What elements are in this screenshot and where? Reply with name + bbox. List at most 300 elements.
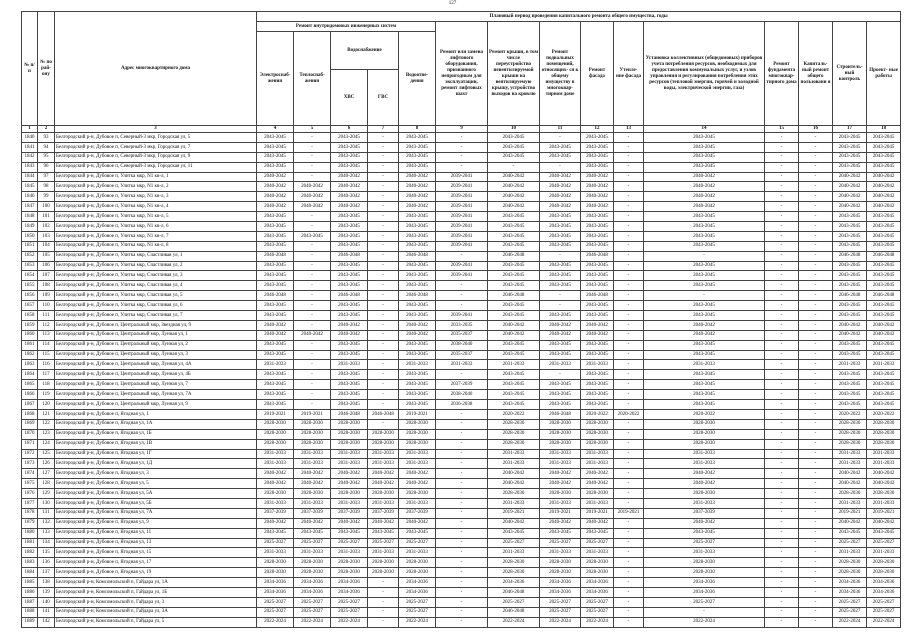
period-cell: - [294,281,331,291]
period-cell: 2046-2048 [833,291,867,301]
period-cell: 2040-2042 [294,469,331,479]
column-number: 7 [368,126,399,133]
period-cell: - [368,380,399,390]
rayon-number-cell: 141 [38,607,55,617]
period-cell: - [294,400,331,410]
period-cell: - [436,489,488,499]
address-cell: Белгородский р-н, Дубовое п, Ягодная ул, 5 [55,479,257,489]
period-cell: 2025-2027 [833,538,867,548]
table-row [22,291,901,301]
period-cell: 2034-2036 [294,587,331,597]
period-cell: 2020-2022 [614,409,644,419]
period-cell: - [799,548,833,558]
period-cell: - [765,192,799,202]
table-row [22,508,901,518]
period-cell: 2043-2045 [257,261,294,271]
table-row [22,162,901,172]
col-facade-header: Ремонт фасада [581,22,614,126]
period-cell: - [294,350,331,360]
period-cell: - [765,568,799,578]
period-cell: 2040-2042 [331,469,368,479]
period-cell: - [765,241,799,251]
period-cell: 2043-2045 [644,380,765,390]
period-cell: - [368,617,399,627]
period-cell: - [294,162,331,172]
period-cell: 2043-2045 [257,142,294,152]
address-cell: Белгородский р-н, Дубовое п, Ягодная ул, 1В [55,439,257,449]
period-cell: 2040-2042 [488,320,540,330]
rayon-number-cell: 122 [38,419,55,429]
period-cell: - [436,419,488,429]
table-row [22,350,901,360]
period-cell: 2040-2042 [368,479,399,489]
period-cell: 2040-2042 [833,182,867,192]
rayon-number-cell: 118 [38,380,55,390]
row-number-cell: 1844 [22,172,38,182]
row-number-cell: 1865 [22,380,38,390]
period-cell: 2019-2021 [540,508,581,518]
period-cell: 2043-2045 [867,261,901,271]
period-cell: - [765,419,799,429]
period-cell: 2031-2033 [488,459,540,469]
period-cell: 2043-2045 [581,350,614,360]
period-cell: 2025-2027 [294,538,331,548]
period-cell: 2043-2045 [331,340,368,350]
period-cell: - [614,489,644,499]
period-cell: 2031-2033 [581,449,614,459]
period-cell: 2028-2030 [294,489,331,499]
period-cell: 2028-2030 [833,439,867,449]
period-cell: - [614,449,644,459]
period-cell: 2037-2039 [368,508,399,518]
table-header [22,12,901,133]
col-electro-header: Электроснаб- жения [257,32,294,126]
period-cell: 2040-2042 [540,182,581,192]
period-cell: 2043-2045 [581,400,614,410]
period-cell: - [799,350,833,360]
period-cell: - [368,261,399,271]
period-cell: - [799,231,833,241]
period-cell: 2034-2036 [581,578,614,588]
period-cell: 2043-2045 [540,528,581,538]
period-cell: - [614,597,644,607]
period-cell: 2028-2030 [540,419,581,429]
period-cell: 2040-2042 [867,479,901,489]
table-row [22,419,901,429]
period-cell: 2031-2033 [833,498,867,508]
period-cell: - [614,241,644,251]
table-row [22,400,901,410]
period-cell: 2043-2045 [581,261,614,271]
period-cell: - [799,597,833,607]
period-cell: 2022-2024 [644,617,765,627]
period-cell: 2025-2027 [540,607,581,617]
table-row [22,528,901,538]
period-cell: 2028-2030 [331,419,368,429]
period-cell: - [765,498,799,508]
period-cell: - [436,429,488,439]
period-cell: 2025-2027 [540,597,581,607]
period-cell: 2043-2045 [257,271,294,281]
period-cell: 2043-2045 [581,152,614,162]
period-cell: 2031-2033 [488,360,540,370]
period-cell: 2043-2045 [488,370,540,380]
row-number-cell: 1874 [22,469,38,479]
address-cell: Белгородский р-н, Дубовое п, Ягодная ул, 9 [55,518,257,528]
period-cell: - [294,291,331,301]
period-cell: 2043-2045 [581,301,614,311]
period-cell: - [765,607,799,617]
period-cell: - [799,587,833,597]
period-cell: 2031-2033 [581,498,614,508]
period-cell: 2037-2039 [644,508,765,518]
period-cell: - [765,400,799,410]
period-cell: 2031-2033 [540,459,581,469]
column-number: 15 [765,126,799,133]
period-cell: 2043-2045 [399,311,436,321]
period-cell: 2043-2045 [399,222,436,232]
period-cell: 2040-2042 [540,320,581,330]
row-number-cell: 1881 [22,538,38,548]
period-cell: - [436,538,488,548]
period-cell: 2031-2033 [399,459,436,469]
rayon-number-cell: 109 [38,291,55,301]
period-cell: 2040-2042 [867,182,901,192]
period-cell: 2046-2048 [331,251,368,261]
period-cell: 2034-2036 [867,578,901,588]
period-cell: 2031-2033 [644,449,765,459]
table-row [22,429,901,439]
address-cell: Белгородский р-н, Дубовое п, Северный-3 мкр, Городская ул, 11 [55,162,257,172]
rayon-number-cell: 137 [38,568,55,578]
col-capital-header: Капиталь- ный ремонт общего пользовани я [799,22,833,126]
period-cell: 2031-2033 [257,459,294,469]
rayon-number-cell: 134 [38,538,55,548]
period-cell: 2031-2033 [867,498,901,508]
period-cell: - [540,301,581,311]
period-cell: - [765,548,799,558]
period-cell: 2043-2045 [644,350,765,360]
row-number-cell: 1861 [22,340,38,350]
rayon-number-cell: 124 [38,439,55,449]
period-cell: 2031-2033 [644,548,765,558]
period-cell: 2031-2033 [331,449,368,459]
period-cell: - [436,439,488,449]
period-cell: 2040-2042 [540,202,581,212]
period-cell: - [765,320,799,330]
period-cell: 2043-2045 [540,142,581,152]
period-cell: 2040-2042 [644,172,765,182]
period-cell: 2043-2045 [867,241,901,251]
period-cell: 2031-2033 [867,449,901,459]
period-cell: - [614,350,644,360]
rayon-number-cell: 115 [38,350,55,360]
period-cell: 2043-2045 [399,390,436,400]
period-cell: 2028-2030 [257,558,294,568]
table-row [22,261,901,271]
period-cell: - [799,578,833,588]
period-cell: - [614,281,644,291]
period-cell: - [614,301,644,311]
period-cell: 2028-2030 [331,439,368,449]
period-cell: 2031-2033 [257,548,294,558]
period-cell: 2040-2042 [540,172,581,182]
rayon-number-cell: 112 [38,320,55,330]
period-cell: 2046-2048 [488,587,540,597]
period-cell: 2025-2027 [833,607,867,617]
row-number-cell: 1868 [22,409,38,419]
period-cell: 2031-2033 [257,360,294,370]
table-row [22,617,901,627]
period-cell: 2028-2030 [294,568,331,578]
period-cell: - [614,548,644,558]
table-row [22,231,901,241]
period-cell: 2031-2033 [368,459,399,469]
address-cell: Белгородский р-н, Дубовое п, Ягодная ул, 15 [55,548,257,558]
period-cell: 2043-2045 [833,241,867,251]
period-cell: 2028-2030 [867,429,901,439]
table-row [22,301,901,311]
address-cell: Белгородский р-н, Дубовое п, Улитка мкр, Счастливая ул, 7 [55,311,257,321]
period-cell: 2040-2042 [581,172,614,182]
period-cell: 2043-2045 [488,212,540,222]
period-cell: - [436,479,488,489]
period-cell: 2043-2045 [644,390,765,400]
rayon-number-cell: 99 [38,192,55,202]
col-address-header: Адрес многоквартирного дома [55,12,257,126]
period-cell: 2043-2045 [399,301,436,311]
period-cell: - [368,251,399,261]
period-cell: 2040-2042 [644,182,765,192]
row-number-cell: 1846 [22,192,38,202]
period-cell: 2022-2024 [294,617,331,627]
address-cell: Белгородский р-н, Дубовое п, Ягодная ул, 7А [55,508,257,518]
rayon-number-cell: 119 [38,390,55,400]
period-cell: 2043-2045 [644,152,765,162]
period-cell: 2031-2033 [399,548,436,558]
period-cell: 2040-2042 [581,479,614,489]
rayon-number-cell: 100 [38,202,55,212]
table-row [22,212,901,222]
period-cell: 2043-2045 [644,271,765,281]
period-cell: 2043-2045 [833,528,867,538]
period-cell: - [614,192,644,202]
period-cell: - [368,231,399,241]
period-cell: 2033-2035 [436,320,488,330]
period-cell: - [799,192,833,202]
period-cell: - [799,152,833,162]
period-cell: 2040-2042 [833,330,867,340]
period-cell: 2028-2030 [257,439,294,449]
period-cell: 2043-2045 [833,311,867,321]
period-cell: 2040-2042 [399,479,436,489]
period-cell: 2043-2045 [581,231,614,241]
period-cell: - [436,548,488,558]
period-cell: - [368,350,399,360]
period-cell: - [799,498,833,508]
period-cell: 2025-2027 [488,538,540,548]
period-cell: 2046-2048 [488,251,540,261]
period-cell: 2043-2045 [488,400,540,410]
period-cell: - [294,142,331,152]
row-number-cell: 1887 [22,597,38,607]
table-row [22,597,901,607]
period-cell: - [368,152,399,162]
column-number: 18 [867,126,901,133]
period-cell: 2043-2045 [257,390,294,400]
period-cell: 2034-2036 [867,587,901,597]
address-cell: Белгородский р-н, Дубовое п, Улитка мкр, N1 кв-л, 2 [55,182,257,192]
period-cell: - [368,192,399,202]
period-cell: 2039-2041 [436,271,488,281]
rayon-number-cell: 127 [38,469,55,479]
period-cell: 2046-2048 [399,251,436,261]
period-cell: 2040-2042 [833,518,867,528]
period-cell: 2043-2045 [488,390,540,400]
period-cell: - [294,380,331,390]
column-number: 14 [644,126,765,133]
period-cell: - [765,390,799,400]
period-cell: - [368,360,399,370]
row-number-cell: 1879 [22,518,38,528]
period-cell: - [765,469,799,479]
period-cell: 2043-2045 [399,241,436,251]
period-cell: 2022-2024 [581,617,614,627]
period-cell: - [436,459,488,469]
period-cell: - [765,459,799,469]
row-number-cell: 1878 [22,508,38,518]
period-cell: 2046-2048 [368,409,399,419]
period-cell: 2028-2030 [867,558,901,568]
period-cell: - [368,330,399,340]
period-cell: 2025-2027 [540,538,581,548]
period-cell: - [799,538,833,548]
period-cell: 2019-2021 [488,508,540,518]
period-cell: 2025-2027 [399,538,436,548]
period-cell: - [765,212,799,222]
period-cell: 2043-2045 [540,380,581,390]
row-number-cell: 1848 [22,212,38,222]
period-cell: - [765,251,799,261]
period-cell: 2043-2045 [540,261,581,271]
period-cell: - [614,162,644,172]
period-cell: 2043-2045 [581,528,614,538]
period-cell: 2043-2045 [399,261,436,271]
period-cell: 2019-2021 [257,409,294,419]
rayon-number-cell: 132 [38,518,55,528]
period-cell: 2043-2045 [488,261,540,271]
period-cell: 2043-2045 [867,222,901,232]
period-cell: - [368,578,399,588]
period-cell: - [436,142,488,152]
period-cell: 2043-2045 [644,301,765,311]
period-cell: 2043-2045 [331,212,368,222]
period-cell: 2043-2045 [540,231,581,241]
period-cell: - [614,311,644,321]
period-cell: - [799,360,833,370]
period-cell: 2031-2033 [581,548,614,558]
period-cell: - [436,409,488,419]
period-cell: 2040-2042 [488,518,540,528]
address-cell: Белгородский р-н, Дубовое п, Ягодная ул, 5А [55,489,257,499]
period-cell: 2019-2021 [399,409,436,419]
period-cell: - [799,261,833,271]
column-number: 16 [799,126,833,133]
row-number-cell: 1851 [22,241,38,251]
table-row [22,241,901,251]
period-cell: 2031-2033 [368,449,399,459]
period-cell: 2046-2048 [399,291,436,301]
period-cell: 2043-2045 [257,162,294,172]
period-cell: 2040-2042 [581,469,614,479]
period-cell: 2040-2042 [833,192,867,202]
period-cell: - [614,538,644,548]
period-cell: 2031-2033 [436,360,488,370]
row-number-cell: 1853 [22,261,38,271]
period-cell: 2043-2045 [540,212,581,222]
period-cell: 2040-2042 [257,330,294,340]
period-cell: 2031-2033 [488,449,540,459]
period-cell: 2037-2039 [294,508,331,518]
period-cell: - [614,528,644,538]
rayon-number-cell: 110 [38,301,55,311]
period-cell: - [368,202,399,212]
period-cell: - [368,390,399,400]
table-row [22,152,901,162]
rayon-number-cell: 95 [38,152,55,162]
period-cell: 2025-2027 [581,597,614,607]
table-row [22,281,901,291]
table-row [22,360,901,370]
table-row [22,489,901,499]
period-cell: 2019-2021 [867,508,901,518]
period-cell: - [614,142,644,152]
period-cell: 2040-2042 [331,320,368,330]
period-cell: 2040-2042 [399,320,436,330]
row-number-cell: 1854 [22,271,38,281]
column-number: 4 [257,126,294,133]
table-row [22,558,901,568]
period-cell: 2028-2030 [867,419,901,429]
period-cell: 2040-2042 [488,172,540,182]
period-cell: - [765,479,799,489]
period-cell: 2034-2036 [331,578,368,588]
period-cell: 2028-2030 [488,558,540,568]
col-roof-header: Ремонт крыши, в том числе переустройство невентилируемой крыши на вентилируемую крышу, устройство выходов на кровлю [488,22,540,126]
address-cell: Белгородский р-н, Дубовое п, Центральный мкр, Лунная ул, 2 [55,340,257,350]
row-number-cell: 1864 [22,370,38,380]
period-cell: 2040-2042 [867,330,901,340]
period-cell: 2043-2045 [833,133,867,143]
period-cell: 2037-2039 [399,508,436,518]
period-cell: - [799,212,833,222]
period-cell: 2031-2033 [331,459,368,469]
period-cell: - [765,518,799,528]
period-cell: 2040-2042 [399,518,436,528]
period-cell: - [799,528,833,538]
period-cell: - [765,340,799,350]
period-cell: 2028-2030 [399,419,436,429]
period-cell: - [368,182,399,192]
period-cell: - [436,558,488,568]
period-cell: 2028-2030 [581,429,614,439]
period-cell: 2040-2042 [399,469,436,479]
column-number: 9 [436,126,488,133]
address-cell: Белгородский р-н, Дубовое п, Улитка мкр, N1 кв-л, 8 [55,241,257,251]
row-number-cell: 1842 [22,152,38,162]
period-cell: 2028-2030 [488,419,540,429]
table-row [22,459,901,469]
